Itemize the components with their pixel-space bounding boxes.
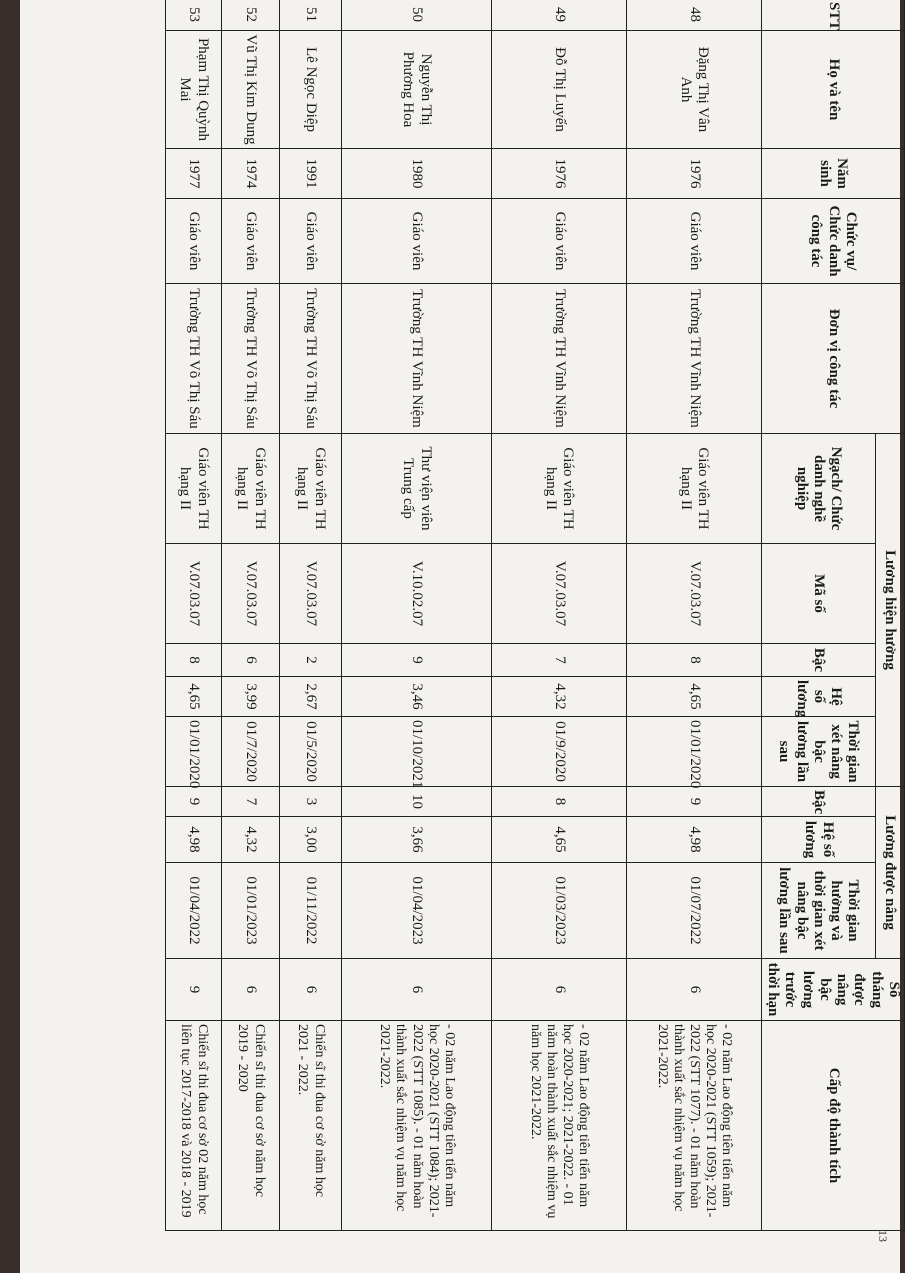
cell-enjoy: 01/11/2022 [280,863,342,959]
cell-grade2: 7 [222,787,280,817]
header-months-early: Số tháng được nâng bậc lương trước thời hạn [762,959,905,1021]
cell-achievement: Chiến sĩ thi đua cơ sở 02 năm học liên tục 2017-2018 và 2018 - 2019 [166,1021,222,1231]
header-name: Họ và tên [762,31,905,149]
cell-birth: 1977 [166,149,222,199]
rotated-table-sheet [105,0,905,1248]
header-grade: Bậc [762,644,876,677]
cell-months: 6 [627,959,762,1021]
salary-table [165,0,905,1231]
header-raised-salary: Lương được nâng [875,787,904,959]
cell-enjoy: 01/03/2023 [492,863,627,959]
cell-birth: 1991 [280,149,342,199]
cell-coef: 2,67 [280,677,342,717]
cell-unit: Trường TH Võ Thị Sáu [166,284,222,434]
cell-unit: Trường TH Vĩnh Niệm [627,284,762,434]
cell-grade2: 3 [280,787,342,817]
header-grade2: Bậc [762,787,876,817]
header-achievement: Cấp độ thành tích [762,1021,905,1231]
header-current-salary: Lương hiện hưởng [875,434,904,787]
cell-next: 01/10/2021 [342,717,492,787]
header-position: Chức vụ/ Chức danh công tác [762,199,905,284]
table-row [627,0,762,1231]
header-rank: Ngạch/ Chức danh nghề nghiệp [762,434,876,544]
cell-position: Giáo viên [280,199,342,284]
table-row [166,0,222,1231]
cell-enjoy: 01/04/2022 [166,863,222,959]
cell-unit: Trường TH Võ Thị Sáu [222,284,280,434]
cell-grade2: 10 [342,787,492,817]
header-unit: Đơn vị công tác [762,284,905,434]
cell-achievement: - 02 năm Lao động tiên tiến năm học 2020-2021 (STT 1084); 2021-2022 (STT 1085). - 01 năm hoàn thành xuất sắc nhiệm vụ năm học 2021-2022. [342,1021,492,1231]
cell-unit: Trường TH Vĩnh Niệm [492,284,627,434]
cell-name: Đặng Thị Vân Anh [627,31,762,149]
cell-grade2: 9 [627,787,762,817]
header-coef2: Hệ số lương [762,817,876,863]
cell-name: Lê Ngọc Diệp [280,31,342,149]
cell-enjoy: 01/04/2023 [342,863,492,959]
cell-grade: 6 [222,644,280,677]
cell-months: 6 [492,959,627,1021]
cell-months: 6 [342,959,492,1021]
table-body [166,0,762,1231]
cell-next: 01/9/2020 [492,717,627,787]
cell-coef2: 4,32 [222,817,280,863]
cell-coef2: 3,00 [280,817,342,863]
cell-coef: 3,99 [222,677,280,717]
cell-position: Giáo viên [342,199,492,284]
document-page [20,0,900,1273]
table-row [342,0,492,1231]
cell-code: V.07.03.07 [222,544,280,644]
cell-next: 01/7/2020 [222,717,280,787]
cell-coef2: 3,66 [342,817,492,863]
header-enjoy-time: Thời gian hưởng và thời gian xét nâng bậc lương lần sau [762,863,876,959]
cell-name: Nguyễn Thị Phương Hoa [342,31,492,149]
cell-code: V.07.03.07 [492,544,627,644]
cell-birth: 1980 [342,149,492,199]
cell-grade2: 9 [166,787,222,817]
table-row [280,0,342,1231]
cell-coef: 4,32 [492,677,627,717]
table-row [492,0,627,1231]
cell-unit: Trường TH Võ Thị Sáu [280,284,342,434]
cell-achievement: - 02 năm Lao động tiên tiến năm học 2020-2021; 2021-2022. - 01 năm hoàn thành xuất sắc nhiệm vụ năm học 2021-2022. [492,1021,627,1231]
cell-coef: 4,65 [166,677,222,717]
cell-grade: 8 [627,644,762,677]
cell-position: Giáo viên [166,199,222,284]
header-code: Mã số [762,544,876,644]
cell-stt: 51 [280,0,342,31]
cell-birth: 1976 [627,149,762,199]
cell-coef2: 4,65 [492,817,627,863]
cell-enjoy: 01/01/2023 [222,863,280,959]
header-stt: STT [762,0,905,31]
cell-position: Giáo viên [492,199,627,284]
cell-grade: 2 [280,644,342,677]
cell-code: V.07.03.07 [166,544,222,644]
cell-coef: 3,46 [342,677,492,717]
cell-coef2: 4,98 [166,817,222,863]
cell-achievement: Chiến sĩ thi đua cơ sở năm học 2019 - 2020 [222,1021,280,1231]
cell-coef: 4,65 [627,677,762,717]
cell-code: V.07.03.07 [627,544,762,644]
header-next-raise-time: Thời gian xét nâng bậc lương lần sau [762,717,876,787]
cell-stt: 48 [627,0,762,31]
cell-birth: 1976 [492,149,627,199]
cell-coef2: 4,98 [627,817,762,863]
header-birth-year: Năm sinh [762,149,905,199]
cell-position: Giáo viên [627,199,762,284]
cell-enjoy: 01/07/2022 [627,863,762,959]
cell-rank: Giáo viên TH hạng II [492,434,627,544]
cell-grade: 8 [166,644,222,677]
cell-next: 01/01/2020 [627,717,762,787]
cell-achievement: Chiến sĩ thi đua cơ sở năm học 2021 - 2022. [280,1021,342,1231]
cell-stt: 52 [222,0,280,31]
cell-rank: Giáo viên TH hạng II [280,434,342,544]
cell-birth: 1974 [222,149,280,199]
cell-name: Vũ Thị Kim Dung [222,31,280,149]
header-coef: Hệ số lương [762,677,876,717]
cell-next: 01/5/2020 [280,717,342,787]
cell-rank: Giáo viên TH hạng II [166,434,222,544]
cell-months: 9 [166,959,222,1021]
cell-rank: Giáo viên TH hạng II [627,434,762,544]
cell-achievement: - 02 năm Lao động tiên tiến năm học 2020-2021 (STT 1059); 2021-2022 (STT 1077). - 01 năm hoàn thành xuất sắc nhiệm vụ năm học 2021-2022. [627,1021,762,1231]
cell-name: Đỗ Thị Luyến [492,31,627,149]
cell-code: V.10.02.07 [342,544,492,644]
cell-code: V.07.03.07 [280,544,342,644]
table-row [222,0,280,1231]
cell-unit: Trường TH Vĩnh Niệm [342,284,492,434]
cell-next: 01/01/2020 [166,717,222,787]
cell-stt: 50 [342,0,492,31]
cell-position: Giáo viên [222,199,280,284]
cell-months: 6 [222,959,280,1021]
cell-months: 6 [280,959,342,1021]
cell-grade: 9 [342,644,492,677]
cell-stt: 49 [492,0,627,31]
page-number: 13 [876,1230,890,1242]
cell-grade2: 8 [492,787,627,817]
cell-stt: 53 [166,0,222,31]
cell-rank: Thư viện viên Trung cấp [342,434,492,544]
cell-name: Phạm Thị Quỳnh Mai [166,31,222,149]
cell-grade: 7 [492,644,627,677]
cell-rank: Giáo viên TH hạng II [222,434,280,544]
